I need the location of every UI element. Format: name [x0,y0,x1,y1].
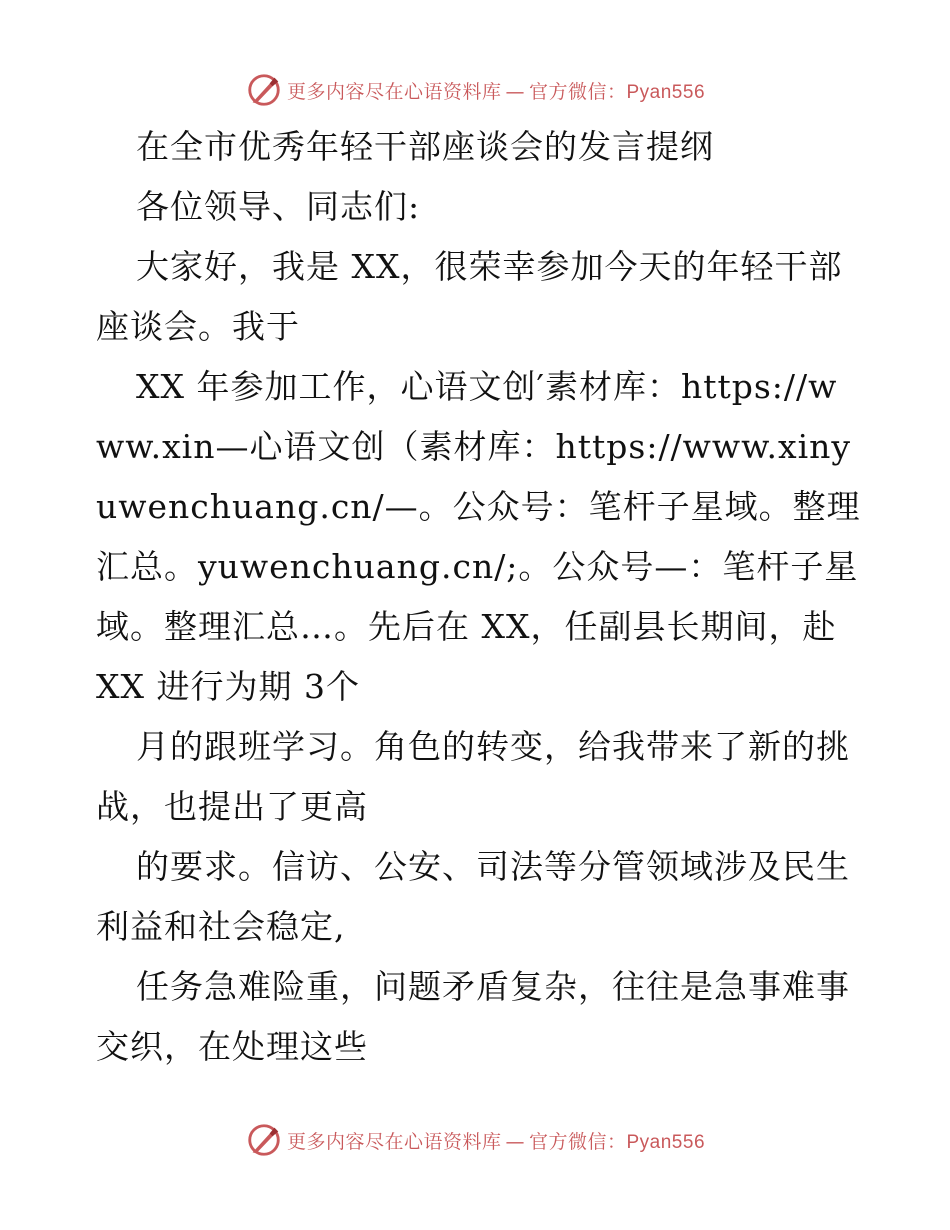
paragraph-tasks: 任务急难险重，问题矛盾复杂，往往是急事难事交织，在处理这些 [96,967,850,1066]
watermark-wechat-id: Pyan556 [626,81,706,103]
watermark-main-text: 更多内容尽在心语资料库 [286,1130,502,1153]
paragraph-requirements: 的要求。信访、公安、司法等分管领域涉及民生利益和社会稳定, [96,847,850,946]
quill-logo-icon [245,71,283,109]
paragraph-greeting: 大家好，我是 XX，很荣幸参加今天的年轻干部座谈会。我于 [96,247,843,346]
header-watermark [0,70,950,110]
footer-watermark [0,1120,950,1160]
document-body [96,117,866,1077]
paragraph-salutation: 各位领导、同志们: [136,187,421,226]
paragraph-role-change: 月的跟班学习。角色的转变，给我带来了新的挑战，也提出了更高 [96,727,850,826]
watermark-separator: — [505,80,525,103]
watermark-main-text: 更多内容尽在心语资料库 [286,80,502,103]
watermark-wechat-label: 官方微信： [528,1130,627,1153]
paragraph-work-history: XX 年参加工作，心语文创′素材库：https://www.xin—心语文创（素材库：https://www.xinyuwenchuang.cn/—。公众号：笔杆子星域。整理汇总。yuwenchuang.cn/;。公众号—：笔杆子星域。整理汇总…。先后在 XX，任副县长期间，赴 XX 进行为期 3个 [96,367,861,706]
document-title: 在全市优秀年轻干部座谈会的发言提纲 [136,127,714,166]
watermark-separator: — [505,1130,525,1153]
watermark-wechat-id: Pyan556 [626,1131,706,1153]
quill-logo-icon [245,1121,283,1159]
watermark-wechat-label: 官方微信： [528,80,627,103]
watermark-text [287,77,705,104]
watermark-text [287,1127,705,1154]
